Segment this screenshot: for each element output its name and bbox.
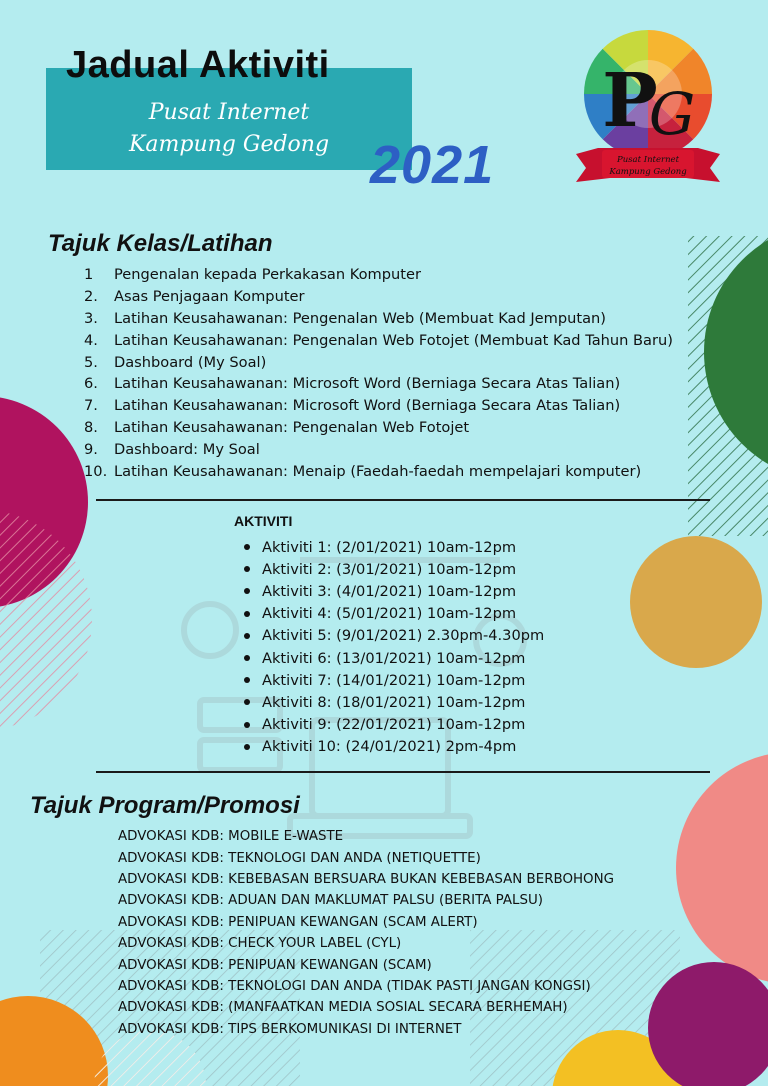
pik-logo <box>568 22 728 202</box>
bullet-icon <box>244 722 250 728</box>
logo-ribbon-text-line2: Kampung Gedong <box>609 167 687 177</box>
subtitle: Pusat Internet Kampung Gedong <box>128 100 330 157</box>
logo-letter-p: P <box>602 58 658 144</box>
bullet-icon <box>244 611 250 617</box>
list-item: Aktiviti 1: (2/01/2021) 10am-12pm <box>240 536 544 558</box>
list-item: 9. Dashboard: My Soal <box>84 440 260 458</box>
list-item: Aktiviti 2: (3/01/2021) 10am-12pm <box>240 558 544 580</box>
list-item: Aktiviti 5: (9/01/2021) 2.30pm-4.30pm <box>240 625 544 647</box>
bullet-icon <box>244 744 250 750</box>
salmon-circle <box>676 752 768 984</box>
list-item: ADVOKASI KDB: TEKNOLOGI DAN ANDA (NETIQUETTE) <box>118 850 481 866</box>
list-item: 10. Latihan Keusahawanan: Menaip (Faedah-faedah mempelajari komputer) <box>84 462 642 480</box>
classes-list <box>84 264 673 482</box>
bullet-icon <box>244 566 250 572</box>
list-item: Aktiviti 3: (4/01/2021) 10am-12pm <box>240 580 544 602</box>
activities-list <box>240 536 544 758</box>
bullet-icon <box>244 655 250 661</box>
bullet-icon <box>244 699 250 705</box>
list-item: ADVOKASI KDB: MOBILE E-WASTE <box>118 829 344 845</box>
bullet-icon <box>244 633 250 639</box>
list-item: ADVOKASI KDB: CHECK YOUR LABEL (CYL) <box>118 936 402 952</box>
list-item: 5. Dashboard (My Soal) <box>84 353 267 371</box>
list-item: 6. Latihan Keusahawanan: Microsoft Word (Berniaga Secara Atas Talian) <box>84 375 621 393</box>
programs-heading: Tajuk Program/Promosi <box>30 792 300 819</box>
list-item: 7. Latihan Keusahawanan: Microsoft Word (Berniaga Secara Atas Talian) <box>84 397 621 415</box>
programs-list <box>118 826 614 1040</box>
divider <box>96 499 710 501</box>
mustard-circle <box>630 536 762 668</box>
list-item: ADVOKASI KDB: ADUAN DAN MAKLUMAT PALSU (BERITA PALSU) <box>118 893 544 909</box>
list-item: Aktiviti 7: (14/01/2021) 10am-12pm <box>240 669 544 691</box>
list-item: ADVOKASI KDB: KEBEBASAN BERSUARA BUKAN KEBEBASAN BERBOHONG <box>118 871 614 887</box>
list-item: 2. Asas Penjagaan Komputer <box>84 288 305 306</box>
list-item: Aktiviti 6: (13/01/2021) 10am-12pm <box>240 647 544 669</box>
list-item: ADVOKASI KDB: PENIPUAN KEWANGAN (SCAM ALERT) <box>118 914 478 930</box>
list-item: Aktiviti 9: (22/01/2021) 10am-12pm <box>240 714 544 736</box>
list-item: 4. Latihan Keusahawanan: Pengenalan Web Fotojet (Membuat Kad Tahun Baru) <box>84 331 673 349</box>
list-item: ADVOKASI KDB: (MANFAATKAN MEDIA SOSIAL SECARA BERHEMAH) <box>118 1000 568 1016</box>
page-title: Jadual Aktiviti <box>66 44 330 86</box>
activities-heading: AKTIVITI <box>234 513 293 529</box>
logo-ribbon-text-line1: Pusat Internet <box>616 155 680 165</box>
list-item: 3. Latihan Keusahawanan: Pengenalan Web (Membuat Kad Jemputan) <box>84 309 606 327</box>
list-item: ADVOKASI KDB: TIPS BERKOMUNIKASI DI INTERNET <box>118 1021 462 1037</box>
list-item: 1 Pengenalan kepada Perkakasan Komputer <box>84 266 421 284</box>
list-item: ADVOKASI KDB: TEKNOLOGI DAN ANDA (TIDAK PASTI JANGAN KONGSI) <box>118 978 591 994</box>
list-item: Aktiviti 4: (5/01/2021) 10am-12pm <box>240 603 544 625</box>
list-item: Aktiviti 8: (18/01/2021) 10am-12pm <box>240 691 544 713</box>
list-item: ADVOKASI KDB: PENIPUAN KEWANGAN (SCAM) <box>118 957 432 973</box>
bullet-icon <box>244 588 250 594</box>
list-item: Aktiviti 10: (24/01/2021) 2pm-4pm <box>240 736 544 758</box>
classes-heading: Tajuk Kelas/Latihan <box>48 230 273 257</box>
divider <box>96 771 710 773</box>
year-label: 2021 <box>370 135 495 195</box>
bullet-icon <box>244 677 250 683</box>
bullet-icon <box>244 544 250 550</box>
list-item: 8. Latihan Keusahawanan: Pengenalan Web Fotojet <box>84 418 470 436</box>
logo-letter-g: G <box>648 80 696 148</box>
